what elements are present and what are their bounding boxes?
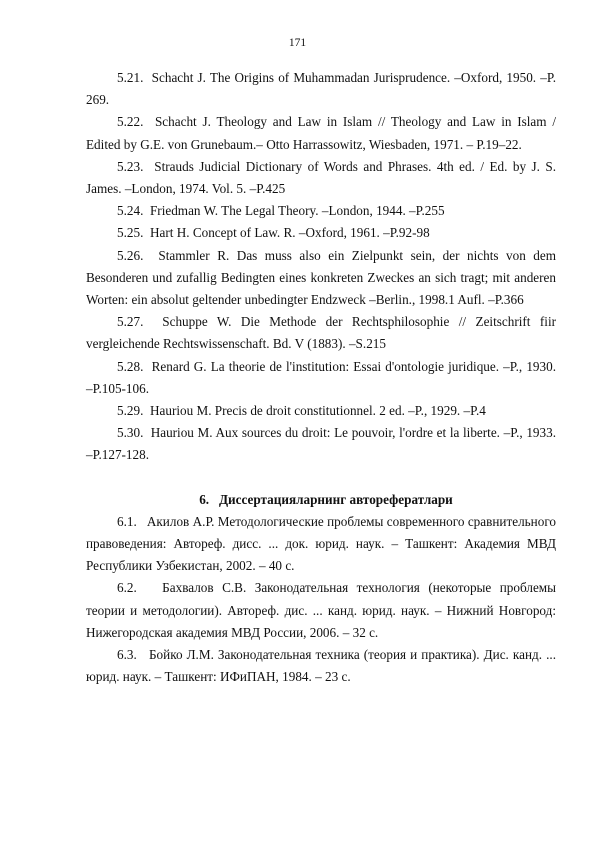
reference-text: Hauriou M. Aux sources du droit: Le pouvoir, l'ordre et la liberte. –P., 1933. –P.127-128.: [86, 425, 557, 463]
reference-number: 6.3.: [117, 647, 137, 663]
reference-text: Stammler R. Das muss also ein Zielpunkt sein, der nichts von dem Besonderen und zufallig Bedingten eines konkreten Zweckes an sich tragt; mit anderen Worten: ein absolut geltender unbedingter Endzweck –Berlin., 1998.1 Aufl. –P.366: [86, 247, 556, 308]
reference-text: Акилов А.Р. Методологические проблемы современного сравнительного правоведения: Автореф. дисс. ... док. юрид. наук. – Ташкент: Академия МВД Республики Узбекистан, 2002. – 40 с.: [86, 513, 556, 574]
reference-text: Schacht J. Theology and Law in Islam // Theology and Law in Islam / Edited by G.E. von Grunebaum.– Otto Harrassowitz, Wiesbaden, 1971. – P.19–22.: [86, 114, 556, 152]
reference-text: Renard G. La theorie de l'institution: Essai d'ontologie juridique. –P., 1930. –P.105-106.: [86, 358, 556, 396]
reference-5-27: [86, 311, 556, 355]
reference-number: 5.28.: [117, 358, 144, 374]
reference-5-28: [86, 356, 556, 400]
reference-text: Friedman W. The Legal Theory. –London, 1944. –P.255: [149, 203, 445, 219]
reference-5-29: [86, 400, 556, 422]
reference-6-1: [86, 511, 556, 578]
reference-number: 5.24.: [117, 203, 144, 219]
reference-text: Schacht J. The Origins of Muhammadan Jurisprudence. –Oxford, 1950. –P. 269.: [86, 70, 556, 108]
reference-number: 5.21.: [117, 70, 144, 85]
reference-5-25: [86, 222, 556, 244]
reference-number: 5.25.: [117, 225, 144, 241]
reference-5-22: [86, 111, 556, 155]
reference-number: 5.23.: [117, 158, 144, 174]
reference-list: [86, 67, 556, 688]
section-number: 6.: [199, 491, 210, 507]
reference-6-3: [86, 644, 556, 688]
reference-number: 5.27.: [117, 314, 144, 330]
reference-5-23: [86, 156, 556, 200]
reference-text: Бойко Л.М. Законодательная техника (теория и практика). Дис. канд. ... юрид. наук. – Ташкент: ИФиПАН, 1984. – 23 с.: [86, 647, 556, 685]
reference-number: 6.1.: [117, 513, 137, 529]
reference-number: 5.29.: [117, 403, 144, 419]
section-heading: [86, 489, 556, 511]
reference-number: 6.2.: [117, 580, 137, 596]
reference-5-26: [86, 245, 556, 312]
reference-5-21: [86, 67, 556, 111]
section-title: Диссертацияларнинг авторефератлари: [218, 491, 453, 507]
reference-number: 5.22.: [117, 114, 144, 130]
reference-text: Бахвалов С.В. Законодательная технология (некоторые проблемы теории и методологии). Автореф. дис. ... канд. юрид. наук. – Нижний Новгород: Нижегородская академия МВД России, 2006. – 32 с.: [86, 580, 556, 640]
reference-5-24: [86, 200, 556, 222]
reference-6-2: [86, 577, 556, 644]
reference-text: Hart H. Concept of Law. R. –Oxford, 1961. –P.92-98: [149, 225, 430, 241]
reference-text: Schuppe W. Die Methode der Rechtsphilosophie // Zeitschrift fiir vergleichende Rechtswissenschaft. Bd. V (1883). –S.215: [86, 314, 557, 352]
reference-number: 5.30.: [117, 425, 144, 441]
reference-text: Hauriou M. Precis de droit constitutionnel. 2 ed. –P., 1929. –P.4: [149, 403, 486, 419]
reference-5-30: [86, 422, 556, 466]
reference-text: Strauds Judicial Dictionary of Words and Phrases. 4th ed. / Ed. by J. S. James. –London, 1974. Vol. 5. –P.425: [86, 158, 557, 197]
reference-number: 5.26.: [117, 247, 144, 263]
page-number: 171: [288, 37, 307, 49]
